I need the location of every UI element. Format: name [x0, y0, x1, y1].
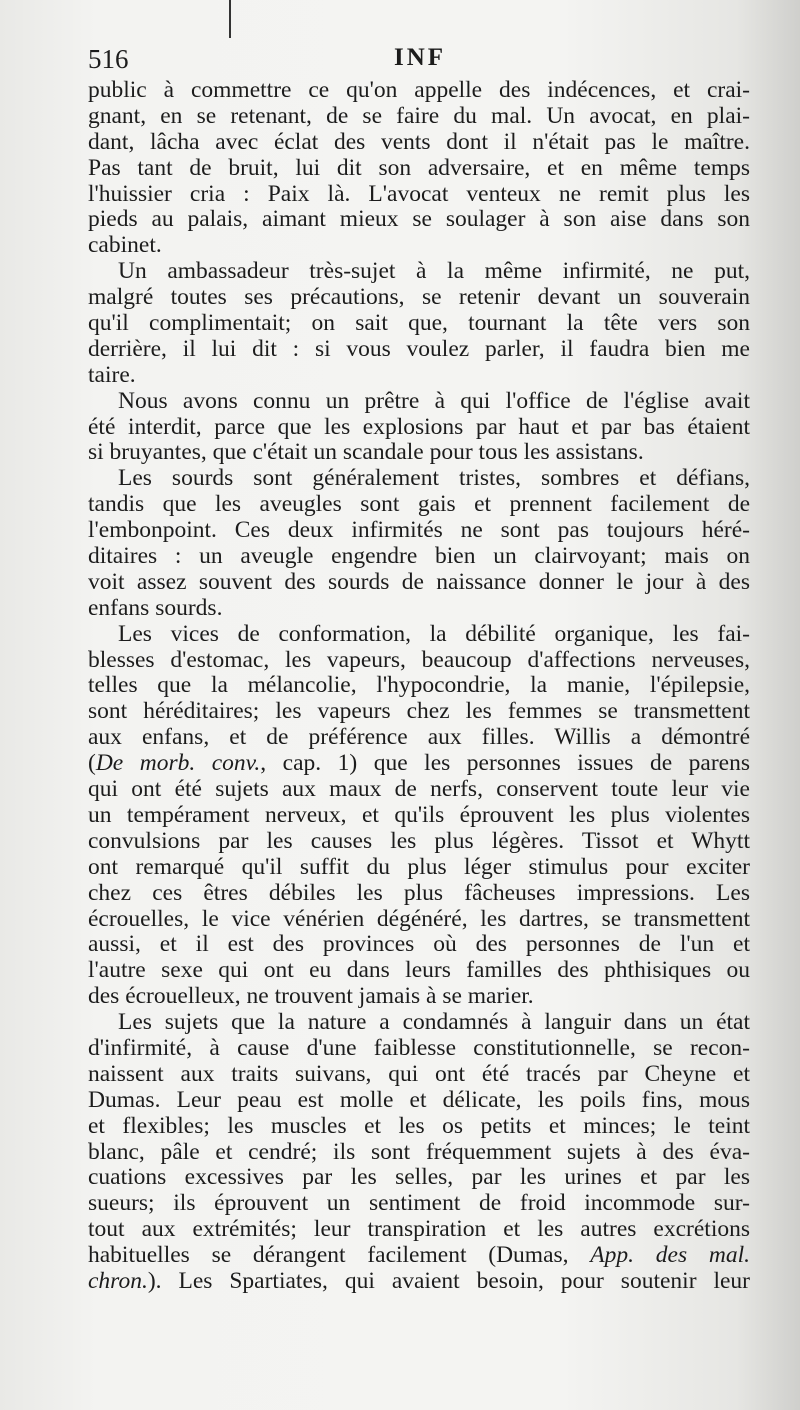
text-line: convulsions par les causes les plus légères. Tissot et Whytt [88, 828, 750, 854]
text-line: des écrouelleux, ne trouvent jamais à se marier. [88, 984, 534, 1010]
text-line: Les sujets que la nature a condamnés à languir dans un état [118, 1010, 750, 1036]
text-line: dant, lâcha avec éclat des vents dont il n'était pas le maître. [88, 129, 750, 155]
text-line: d'infirmité, à cause d'une faiblesse constitutionnelle, se recon- [88, 1035, 750, 1061]
text-line: chron.). Les Spartiates, qui avaient besoin, pour soutenir leur [88, 1268, 750, 1294]
text-line: enfans sourds. [88, 595, 223, 621]
text-line: telles que la mélancolie, l'hypocondrie, la manie, l'épilepsie, [88, 673, 750, 699]
text-line: derrière, il lui dit : si vous voulez parler, il faudra bien me [88, 336, 750, 362]
text-line: pieds au palais, aimant mieux se soulager à son aise dans son [88, 207, 750, 233]
text-line: qu'il complimentait; on sait que, tournant la tête vers son [88, 311, 750, 337]
text-line: tout aux extrémités; leur transpiration et les autres excrétions [88, 1217, 750, 1243]
text-line: Les vices de conformation, la débilité organique, les fai- [118, 621, 750, 647]
text-line: été interdit, parce que les explosions par haut et par bas étaient [88, 414, 750, 440]
text-line: cuations excessives par les selles, par les urines et par les [88, 1165, 750, 1191]
text-line: ont remarqué qu'il suffit du plus léger stimulus pour exciter [88, 854, 750, 880]
text-line: blesses d'estomac, les vapeurs, beaucoup d'affections nerveuses, [88, 647, 750, 673]
text-line: l'huissier cria : Paix là. L'avocat venteux ne remit plus les [88, 181, 750, 207]
text-line: malgré toutes ses précautions, se retenir devant un souverain [88, 285, 750, 311]
running-head: INF [394, 44, 447, 71]
text-line: qui ont été sujets aux maux de nerfs, conservent toute leur vie [88, 777, 750, 803]
text-line: Dumas. Leur peau est molle et délicate, les poils fins, mous [88, 1087, 750, 1113]
text-line: écrouelles, le vice vénérien dégénéré, les dartres, se transmettent [88, 906, 750, 932]
page-number: 516 [88, 44, 129, 74]
text-line: l'autre sexe qui ont eu dans leurs familles des phthisiques ou [88, 958, 750, 984]
text-line: habituelles se dérangent facilement (Dumas, App. des mal. [88, 1243, 750, 1269]
text-line: (De morb. conv., cap. 1) que les personnes issues de parens [88, 751, 750, 777]
text-line: sont héréditaires; les vapeurs chez les femmes se transmettent [88, 699, 750, 725]
text-line: taire. [88, 362, 136, 388]
text-line: aussi, et il est des provinces où des personnes de l'un et [88, 932, 750, 958]
text-line: Nous avons connu un prêtre à qui l'office de l'église avait [118, 388, 750, 414]
text-line: voit assez souvent des sourds de naissance donner le jour à des [88, 569, 750, 595]
text-line: blanc, pâle et cendré; ils sont fréquemment sujets à des éva- [88, 1139, 750, 1165]
margin-mark [229, 0, 231, 38]
text-line: gnant, en se retenant, de se faire du mal. Un avocat, en plai- [88, 103, 750, 129]
body-text [88, 78, 750, 1295]
text-line: et flexibles; les muscles et les os petits et minces; le teint [88, 1113, 750, 1139]
text-line: si bruyantes, que c'était un scandale pour tous les assistans. [88, 440, 644, 466]
page-header [88, 44, 750, 78]
text-line: l'embonpoint. Ces deux infirmités ne sont pas toujours héré- [88, 518, 750, 544]
text-line: aux enfans, et de préférence aux filles. Willis a démontré [88, 725, 750, 751]
text-line: chez ces êtres débiles les plus fâcheuses impressions. Les [88, 880, 750, 906]
text-line: un tempérament nerveux, et qu'ils éprouvent les plus violentes [88, 802, 750, 828]
text-line: sueurs; ils éprouvent un sentiment de froid incommode sur- [88, 1191, 750, 1217]
text-line: Un ambassadeur très-sujet à la même infirmité, ne put, [118, 259, 750, 285]
text-line: cabinet. [88, 233, 162, 259]
text-line: public à commettre ce qu'on appelle des indécences, et crai- [88, 78, 750, 103]
text-line: ditaires : un aveugle engendre bien un clairvoyant; mais on [88, 544, 750, 570]
text-line: Les sourds sont généralement tristes, sombres et défians, [118, 466, 750, 492]
text-line: naissent aux traits suivans, qui ont été tracés par Cheyne et [88, 1061, 750, 1087]
text-line: Pas tant de bruit, lui dit son adversaire, et en même temps [88, 155, 750, 181]
text-line: tandis que les aveugles sont gais et prennent facilement de [88, 492, 750, 518]
